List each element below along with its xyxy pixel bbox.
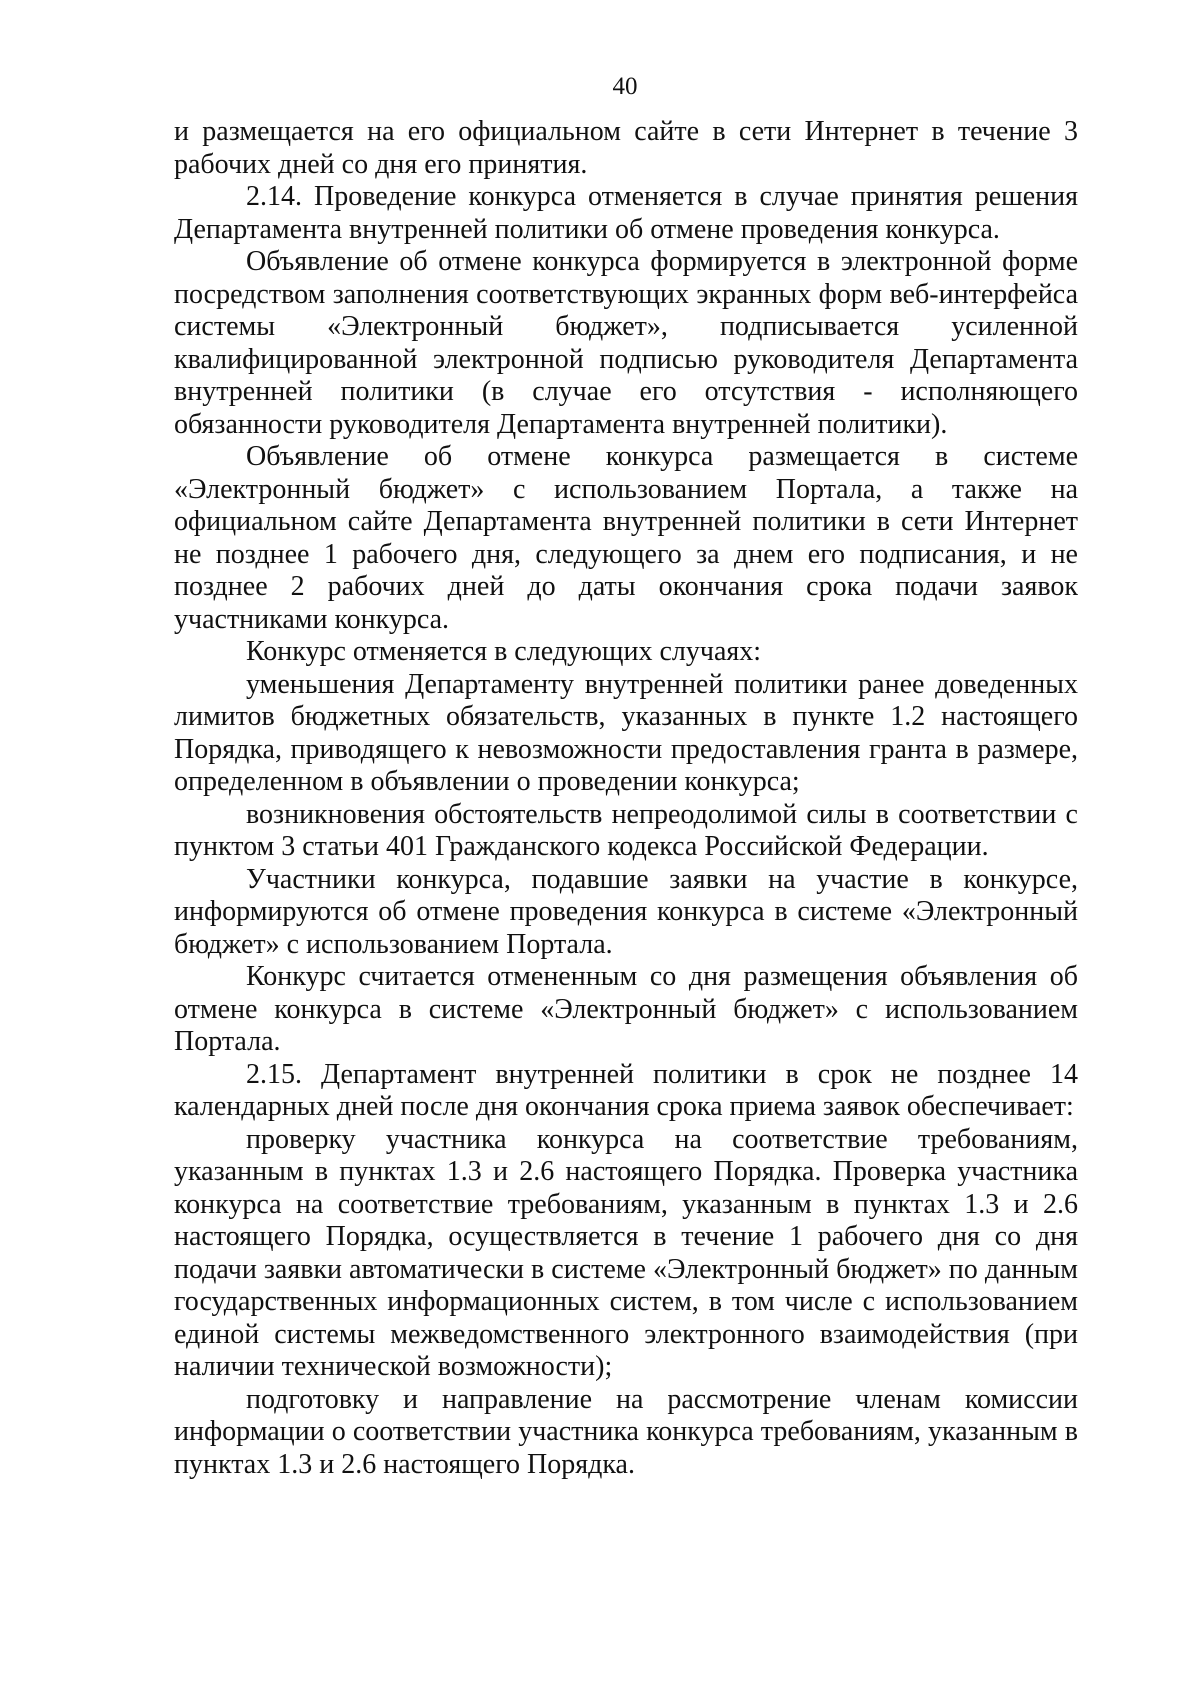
paragraph-considered-cancelled: Конкурс считается отмененным со дня размещения объявления об отмене конкурса в системе «Электронный бюджет» с использованием Портала. [174, 961, 1078, 1057]
paragraph-case-budget-reduction: уменьшения Департаменту внутренней политики ранее доведенных лимитов бюджетных обязательств, указанных в пункте 1.2 настоящего Порядка, приводящего к невозможности предоставления гранта в размере, определенном в объявлении о проведении конкурса; [174, 668, 1078, 797]
paragraph-cancellation-notice-form: Объявление об отмене конкурса формируется в электронной форме посредством заполнения соответствующих экранных форм веб-интерфейса системы «Электронный бюджет», подписывается усиленной квалифицированной электронной подписью руководителя Департамента внутренней политики (в случае его отсутствия - исполняющего обязанности руководителя Департамента внутренней политики). [174, 246, 1078, 440]
paragraph-cancellation-cases: Конкурс отменяется в следующих случаях: [246, 636, 762, 667]
paragraph-2-14-cancellation: 2.14. Проведение конкурса отменяется в случае принятия решения Департамента внутренней политики об отмене проведения конкурса. [174, 181, 1078, 245]
document-body [174, 116, 1078, 1481]
paragraph-participants-informed: Участники конкурса, подавшие заявки на участие в конкурсе, информируются об отмене проведения конкурса в системе «Электронный бюджет» с использованием Портала. [174, 863, 1078, 960]
page-number: 40 [612, 73, 638, 100]
paragraph-commission-preparation: подготовку и направление на рассмотрение членам комиссии информации о соответствии участника конкурса требованиям, указанным в пунктах 1.3 и 2.6 настоящего Порядка. [174, 1383, 1078, 1480]
paragraph-2-15-department-duties: 2.15. Департамент внутренней политики в срок не позднее 14 календарных дней после дня окончания срока приема заявок обеспечивает: [174, 1058, 1078, 1122]
paragraph-participant-check: проверку участника конкурса на соответствие требованиям, указанным в пунктах 1.3 и 2.6 настоящего Порядка. Проверка участника конкурса на соответствие требованиям, указанным в пунктах 1.3 и 2.6 настоящего Порядка, осуществляется в течение 1 рабочего дня со дня подачи заявки автоматически в системе «Электронный бюджет» по данным государственных информационных систем, в том числе с использованием единой системы межведомственного электронного взаимодействия (при наличии технической возможности); [174, 1123, 1078, 1382]
paragraph-continuation: и размещается на его официальном сайте в сети Интернет в течение 3 рабочих дней со дня его принятия. [174, 116, 1078, 180]
paragraph-cancellation-notice-publication: Объявление об отмене конкурса размещается в системе «Электронный бюджет» с использованием Портала, а также на официальном сайте Департамента внутренней политики в сети Интернет не позднее 1 рабочего дня, следующего за днем его подписания, и не позднее 2 рабочих дней до даты окончания срока подачи заявок участниками конкурса. [174, 441, 1078, 635]
paragraph-case-force-majeure: возникновения обстоятельств непреодолимой силы в соответствии с пунктом 3 статьи 401 Гражданского кодекса Российской Федерации. [174, 798, 1078, 862]
